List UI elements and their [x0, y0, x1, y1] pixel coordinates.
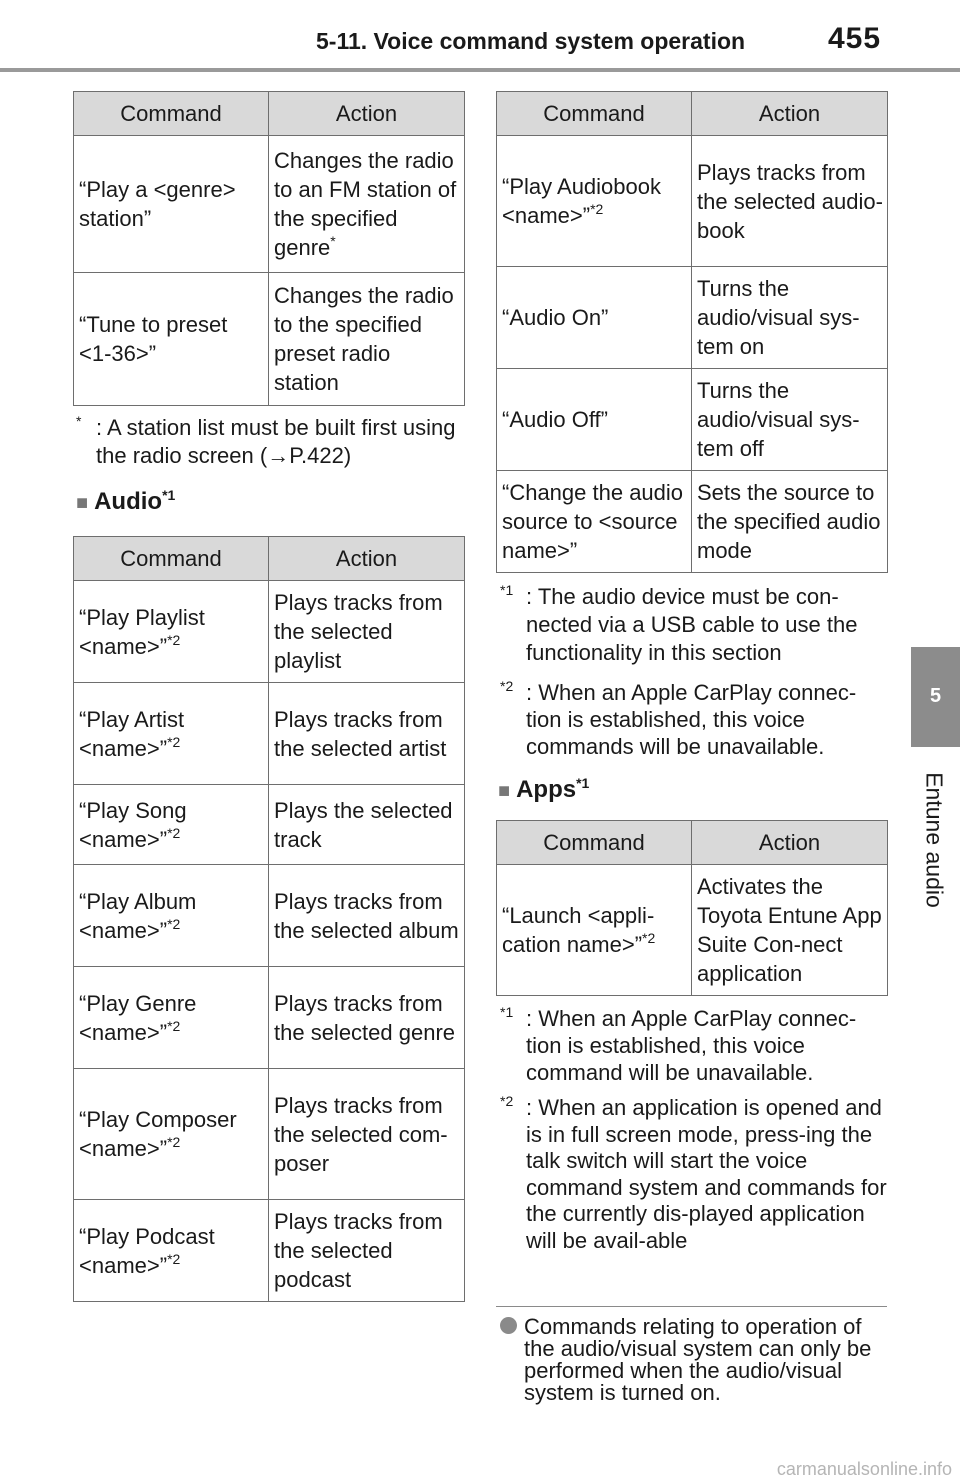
- col-header-command: Command: [74, 92, 269, 136]
- footnote-mark: *1: [500, 1004, 514, 1020]
- divider-rule: [496, 1306, 887, 1307]
- action-text: Plays tracks from the selected podcast: [274, 1209, 443, 1292]
- apps-command-table: [496, 820, 888, 996]
- col-header-command: Command: [74, 537, 269, 581]
- header-rule: [0, 68, 960, 72]
- table-row: [74, 785, 465, 865]
- table-row: [497, 865, 888, 996]
- table-row: [497, 369, 888, 471]
- col-header-action: Action: [269, 92, 465, 136]
- command-text: “Audio On”: [502, 305, 609, 330]
- command-text: “Play Audiobook <name>”: [502, 174, 661, 228]
- action-text: Plays tracks from the selected com-poser: [274, 1092, 448, 1176]
- footnote-mark: *2: [500, 1093, 514, 1109]
- col-header-action: Action: [692, 821, 888, 865]
- section-apps-title: ■ Apps$^{*1}$: [498, 775, 590, 803]
- table-row: [497, 136, 888, 267]
- side-label: Entune audio: [921, 772, 948, 908]
- action-text: Plays tracks from the selected genre: [274, 990, 456, 1045]
- table-row: [74, 273, 465, 406]
- table-row: [74, 865, 465, 967]
- command-text: “Audio Off”: [502, 407, 608, 432]
- footnote-mark: *2: [590, 201, 604, 217]
- footnote-mark: *2: [167, 824, 181, 841]
- col-header-action: Action: [692, 92, 888, 136]
- radio-command-table: [73, 91, 465, 406]
- command-text: “Play a <genre> station”: [79, 177, 236, 231]
- command-text: “Play Composer <name>”: [79, 1107, 237, 1161]
- table-row: [74, 581, 465, 683]
- command-text: “Play Playlist <name>”: [79, 604, 205, 659]
- action-text: Turns the audio/visual sys-tem off: [697, 378, 860, 461]
- command-text: “Play Album <name>”: [79, 888, 197, 943]
- action-text: Changes the radio to the specified preset radio station: [274, 283, 454, 395]
- side-tab[interactable]: [911, 647, 960, 747]
- action-text: Activates the Toyota Entune App Suite Con-nect application: [697, 874, 882, 986]
- action-text: Plays tracks from the selected album: [274, 888, 459, 943]
- footnote-mark: *2: [167, 915, 181, 932]
- audio-command-table-continued: [496, 91, 888, 573]
- footnote-mark: *2: [500, 678, 514, 694]
- note-apps-2: $^{*2}$ : When an application is opened and is in full screen mode, press-ing the talk switch will start the voice command system and commands for the currently dis-played application will be avail-able: [500, 1093, 887, 1253]
- footnote-mark: *2: [167, 631, 181, 648]
- table-row: [497, 471, 888, 573]
- bullet-note: Commands relating to operation of the audio/visual system can only be performed when the audio/visual system is turned on.: [500, 1316, 880, 1404]
- note-audio-1: $^{*1}$ : The audio device must be con-nected via a USB cable to use the functionality in this section: [500, 582, 858, 665]
- command-text: “Play Podcast <name>”: [79, 1223, 215, 1278]
- command-text: “Change the audio source to <source name>”: [502, 480, 684, 563]
- action-text: Plays tracks from the selected playlist: [274, 590, 443, 673]
- page-header-title: 5-11. Voice command system operation: [316, 28, 746, 54]
- section-square-icon: ■: [498, 780, 511, 802]
- footnote-mark: *2: [167, 1250, 181, 1267]
- footnote-mark: *1: [500, 582, 514, 598]
- note-audio-2: $^{*2}$ : When an Apple CarPlay connec-tion is established, this voice commands will be unavailable.: [500, 678, 857, 759]
- col-header-command: Command: [497, 92, 692, 136]
- bullet-dot-icon: [500, 1317, 517, 1334]
- action-text: Plays tracks from the selected audio-book: [697, 159, 883, 243]
- action-text: Changes the radio to an FM station of the specified genre: [274, 148, 457, 260]
- table-row: [74, 136, 465, 273]
- note-radio: * : A station list must be built first using the radio screen (→P.422): [76, 413, 456, 468]
- page-reference-link[interactable]: P.422): [289, 443, 352, 468]
- footnote-mark: *2: [167, 1134, 181, 1150]
- table-row: [497, 267, 888, 369]
- command-text: “Launch <appli-cation name>”: [502, 903, 655, 957]
- footnote-mark: *: [330, 233, 336, 249]
- command-text: “Play Genre <name>”: [79, 990, 197, 1045]
- page-number: 455: [828, 22, 882, 55]
- col-header-command: Command: [497, 821, 692, 865]
- command-text: “Tune to preset <1-36>”: [79, 312, 228, 366]
- action-text: Plays the selected track: [274, 797, 453, 852]
- col-header-action: Action: [269, 537, 465, 581]
- arrow-icon: →: [267, 443, 290, 468]
- action-text: Plays tracks from the selected artist: [274, 706, 447, 761]
- section-square-icon: ■: [76, 492, 89, 514]
- command-text: “Play Song <name>”: [79, 797, 187, 852]
- watermark: carmanualsonline.info: [776, 1459, 952, 1479]
- section-audio-title: ■ Audio$^{*1}$: [76, 487, 176, 515]
- footnote-mark: *2: [167, 1017, 181, 1034]
- table-row: [74, 1200, 465, 1302]
- action-text: Sets the source to the specified audio mode: [697, 480, 881, 563]
- note-apps-1: $^{*1}$ : When an Apple CarPlay connec-tion is established, this voice command will be unavailable.: [500, 1004, 857, 1085]
- footnote-mark: *: [76, 413, 82, 429]
- command-text: “Play Artist <name>”: [79, 706, 185, 761]
- table-row: [74, 683, 465, 785]
- audio-command-table: [73, 536, 465, 1302]
- footnote-mark: *2: [167, 733, 181, 750]
- side-tab-number: 5: [929, 685, 942, 707]
- table-row: [74, 967, 465, 1069]
- table-row: [74, 1069, 465, 1200]
- footnote-mark: *2: [642, 930, 656, 946]
- action-text: Turns the audio/visual sys-tem on: [697, 276, 860, 359]
